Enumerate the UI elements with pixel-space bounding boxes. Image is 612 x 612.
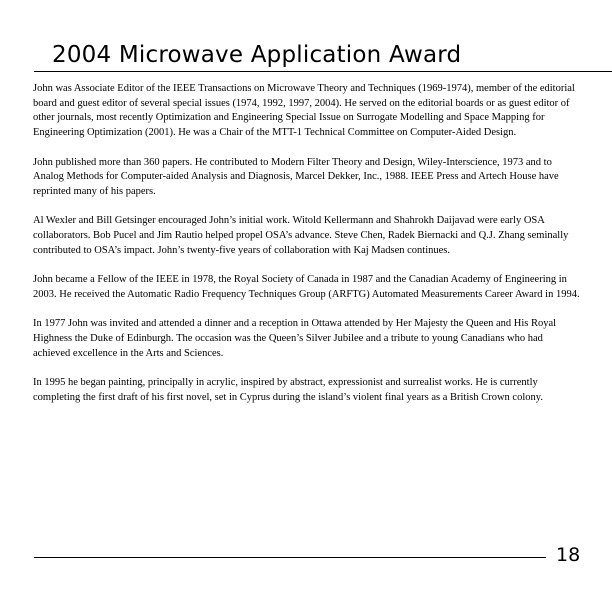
paragraph-collaborators: Al Wexler and Bill Getsinger encouraged John’s initial work. Witold Kellermann and Shahrokh Daijavad were early OSA collaborators. Bob Pucel and Jim Rautio helped propel OSA’s advance. Steve Chen, Radek Biernacki and Q.J. Zhang seminally contributed to OSA’s impact. John’s twenty-five years of collaboration with Kaj Madsen continues. [33,215,569,256]
body-text [33,82,581,420]
paragraph-editorial: John was Associate Editor of the IEEE Transactions on Microwave Theory and Techniques (1969-1974), member of the editorial board and guest editor of several special issues (1974, 1992, 1997, 2004). He served on the editorial boards or as guest editor of other journals, most recently Optimization and Engineering Special Issue on Surrogate Modelling and Space Mapping for Engineering Optimization (2001). He was a Chair of the MTT-1 Technical Committee on Computer-Aided Design. [33,83,575,139]
paragraph-painting: In 1995 he began painting, principally in acrylic, inspired by abstract, expressionist and surrealist works. He is currently completing the first draft of his first novel, set in Cyprus during the island’s violent final years as a British Crown colony. [33,376,543,403]
title-divider [34,71,612,72]
page-title: 2004 Microwave Application Award [52,42,462,68]
paragraph-jubilee: In 1977 John was invited and attended a dinner and a reception in Ottawa attended by Her Majesty the Queen and His Royal Highness the Duke of Edinburgh. The occasion was the Queen’s Silver Jubilee and a tribute to young Canadians who had achieved excellence in the Arts and Sciences. [33,318,557,359]
footer-divider [34,557,546,558]
page-number: 18 [556,544,581,566]
paragraph-publications: John published more than 360 papers. He contributed to Modern Filter Theory and Design, Wiley-Interscience, 1973 and to Analog Methods for Computer-aided Analysis and Diagnosis, Marcel Dekker, Inc., 1988. IEEE Press and Artech House have reprinted many of his papers. [33,156,559,197]
paragraph-honors: John became a Fellow of the IEEE in 1978, the Royal Society of Canada in 1987 and the Canadian Academy of Engineering in 2003. He received the Automatic Radio Frequency Techniques Group (ARFTG) Automated Measurements Career Award in 1994. [33,274,580,300]
